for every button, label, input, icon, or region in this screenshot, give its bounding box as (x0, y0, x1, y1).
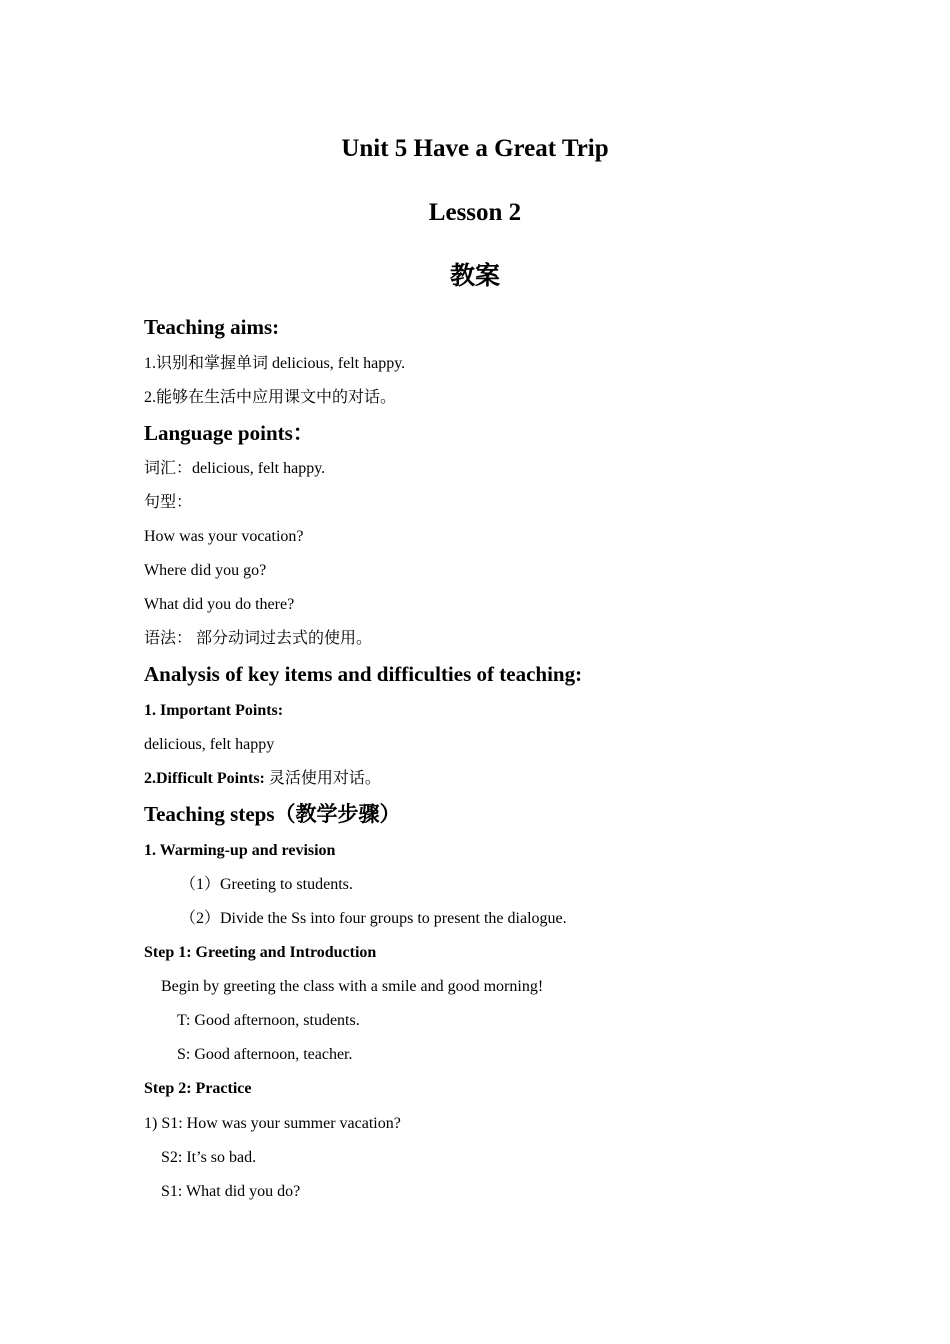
analysis-heading: Analysis of key items and difficulties of teaching: (144, 662, 583, 686)
sentence-pattern-2: Where did you go? (144, 562, 267, 579)
step1-teacher-line: T: Good afternoon, students. (177, 1012, 360, 1029)
step1-student-line: S: Good afternoon, teacher. (177, 1046, 353, 1063)
aim-item-2: 2.能够在生活中应用课文中的对话。 (144, 389, 397, 406)
language-points-heading: Language points： (144, 421, 314, 445)
teaching-steps-heading: Teaching steps（教学步骤） (144, 802, 401, 826)
step2-line-1: 1) S1: How was your summer vacation? (144, 1115, 401, 1132)
step2-line-3: S1: What did you do? (161, 1183, 301, 1200)
sentence-pattern-3: What did you do there? (144, 596, 295, 613)
sentence-pattern-label: 句型： (144, 494, 193, 511)
warmup-item-2: （2）Divide the Ss into four groups to present the dialogue. (180, 910, 567, 927)
difficult-points-line (144, 769, 381, 789)
step1-text: Begin by greeting the class with a smile and good morning! (161, 978, 544, 995)
vocabulary-line: 词汇：delicious, felt happy. (144, 460, 326, 477)
grammar-line: 语法： 部分动词过去式的使用。 (144, 630, 373, 647)
document-title: Unit 5 Have a Great Trip (341, 135, 609, 162)
warmup-item-1: （1）Greeting to students. (180, 876, 353, 893)
step1-label: Step 1: Greeting and Introduction (144, 944, 377, 961)
aim-item-1: 1.识别和掌握单词 delicious, felt happy. (144, 355, 406, 372)
teaching-aims-heading: Teaching aims: (144, 315, 280, 339)
step2-line-2: S2: It’s so bad. (161, 1149, 257, 1166)
important-points-text: delicious, felt happy (144, 736, 275, 753)
important-points-label: 1. Important Points: (144, 702, 284, 719)
sentence-pattern-1: How was your vocation? (144, 528, 304, 545)
difficult-points-text: 灵活使用对话。 (264, 770, 381, 787)
warmup-label: 1. Warming-up and revision (144, 842, 336, 859)
difficult-points-label: 2.Difficult Points: (144, 770, 265, 787)
lesson-subtitle: Lesson 2 (428, 199, 522, 226)
step2-label: Step 2: Practice (144, 1080, 252, 1097)
doc-type-heading: 教案 (449, 263, 500, 290)
